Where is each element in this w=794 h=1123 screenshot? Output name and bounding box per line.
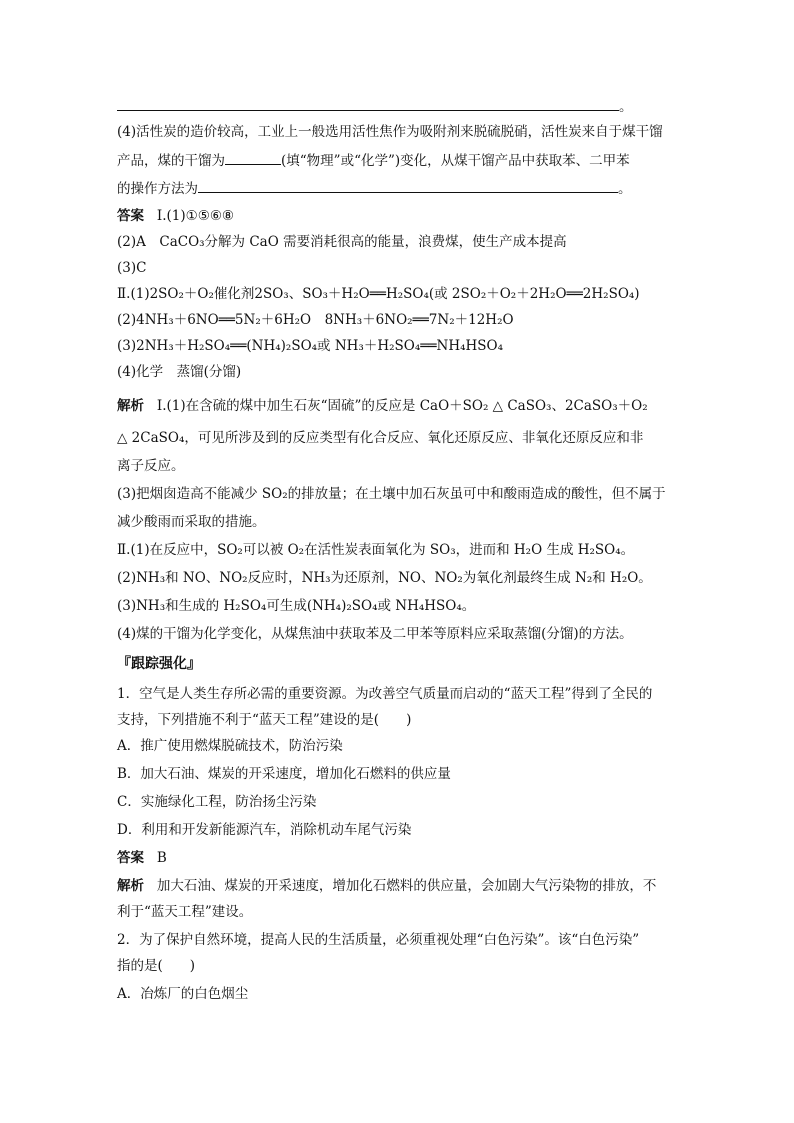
question-4-line-2: [117, 150, 687, 171]
question-4-text-a: 产品，煤的干馏为: [117, 153, 225, 169]
question-2-stem-line-1: 2．为了保护自然环境，提高人民的生活质量，必须重视处理“白色污染”。该“白色污染”: [117, 932, 640, 948]
answer-blank-line: [117, 96, 687, 117]
question-1-stem-line-1: 1．空气是人类生存所必需的重要资源。为改善空气质量而启动的“蓝天工程”得到了全民的: [117, 686, 653, 702]
answer-line-6: (3)2NH₃＋H₂SO₄══(NH₄)₂SO₄或 NH₃＋H₂SO₄══NH₄HSO₄: [117, 338, 504, 354]
question-2-stem-line-2: 指的是( ): [117, 958, 196, 974]
blank-underline: [117, 96, 619, 111]
question-1-option-a: A．推广使用燃煤脱硫技术，防治污染: [117, 738, 343, 754]
analysis-text: Ⅰ.(1)在含硫的煤中加生石灰“固硫”的反应是 CaO＋SO₂ △ CaSO₃、2CaSO₃＋O₂: [156, 398, 648, 414]
analysis-label: 解析: [117, 398, 144, 414]
question-2-option-a: A．冶炼厂的白色烟尘: [117, 986, 249, 1002]
question-1-answer: [117, 848, 687, 868]
answer-line-4: Ⅱ.(1)2SO₂＋O₂催化剂2SO₃、SO₃＋H₂O══H₂SO₄(或 2SO₂＋O₂＋2H₂O══2H₂SO₄): [117, 286, 640, 302]
analysis-line-6: Ⅱ.(1)在反应中，SO₂可以被 O₂在活性炭表面氧化为 SO₃，进而和 H₂O 生成 H₂SO₄。: [117, 542, 635, 558]
answer-text: Ⅰ.(1)①⑤⑥⑧: [156, 208, 235, 224]
question-1-option-c: C．实施绿化工程，防治扬尘污染: [117, 794, 317, 810]
question-4-text-c: 的操作方法为: [117, 181, 198, 197]
analysis-line-3: 离子反应。: [117, 458, 185, 474]
line-end-period: 。: [618, 181, 632, 197]
answer-line-2: (2)A CaCO₃分解为 CaO 需要消耗很高的能量，浪费煤，使生产成本提高: [117, 234, 567, 250]
analysis-line-4: (3)把烟囱造高不能减少 SO₂的排放量；在土壤中加石灰虽可中和酸雨造成的酸性，但不属于: [117, 486, 666, 502]
analysis-text: 加大石油、煤炭的开采速度，增加化石燃料的供应量，会加剧大气污染物的排放，不: [156, 878, 657, 894]
answer-line-7: (4)化学 蒸馏(分馏): [117, 364, 242, 380]
answer-value: B: [156, 850, 167, 866]
question-1-stem-line-2: 支持，下列措施不利于“蓝天工程”建设的是( ): [117, 712, 412, 728]
answer-line-3: (3)C: [117, 260, 147, 276]
analysis-line-9: (4)煤的干馏为化学变化，从煤焦油中获取苯及二甲苯等原料应采取蒸馏(分馏)的方法。: [117, 626, 633, 642]
question-4-line-3: [117, 178, 687, 199]
line-end-period: 。: [619, 99, 633, 115]
analysis-line-5: 减少酸雨而采取的措施。: [117, 514, 266, 530]
question-4-text-b: (填“物理”或“化学”)变化，从煤干馏产品中获取苯、二甲苯: [281, 153, 630, 169]
analysis-label: 解析: [117, 878, 144, 894]
answer-label: 答案: [117, 208, 144, 224]
fill-blank-underline: [198, 178, 618, 193]
analysis-line-2: △ 2CaSO₄，可见所涉及到的反应类型有化合反应、氧化还原反应、非氧化还原反应和非: [117, 430, 644, 446]
section-heading: 『跟踪强化』: [117, 656, 201, 672]
answer-line-5: (2)4NH₃＋6NO══5N₂＋6H₂O 8NH₃＋6NO₂══7N₂＋12H₂O: [117, 312, 514, 328]
analysis-line-8: (3)NH₃和生成的 H₂SO₄可生成(NH₄)₂SO₄或 NH₄HSO₄。: [117, 598, 476, 614]
fill-blank-underline: [225, 150, 281, 165]
question-1-analysis-line-2: 利于“蓝天工程”建设。: [117, 904, 253, 920]
question-1-option-d: D．利用和开发新能源汽车，消除机动车尾气污染: [117, 822, 412, 838]
analysis-line-7: (2)NH₃和 NO、NO₂反应时，NH₃为还原剂，NO、NO₂为氧化剂最终生成 N₂和 H₂O。: [117, 570, 652, 586]
question-1-analysis-line-1: [117, 876, 687, 896]
answer-label: 答案: [117, 850, 144, 866]
question-4-line-1: (4)活性炭的造价较高，工业上一般选用活性焦作为吸附剂来脱硫脱硝，活性炭来自于煤干馏: [117, 124, 663, 140]
answer-line-1: [117, 206, 687, 226]
question-1-option-b: B．加大石油、煤炭的开采速度，增加化石燃料的供应量: [117, 766, 451, 782]
analysis-line-1: [117, 396, 687, 416]
